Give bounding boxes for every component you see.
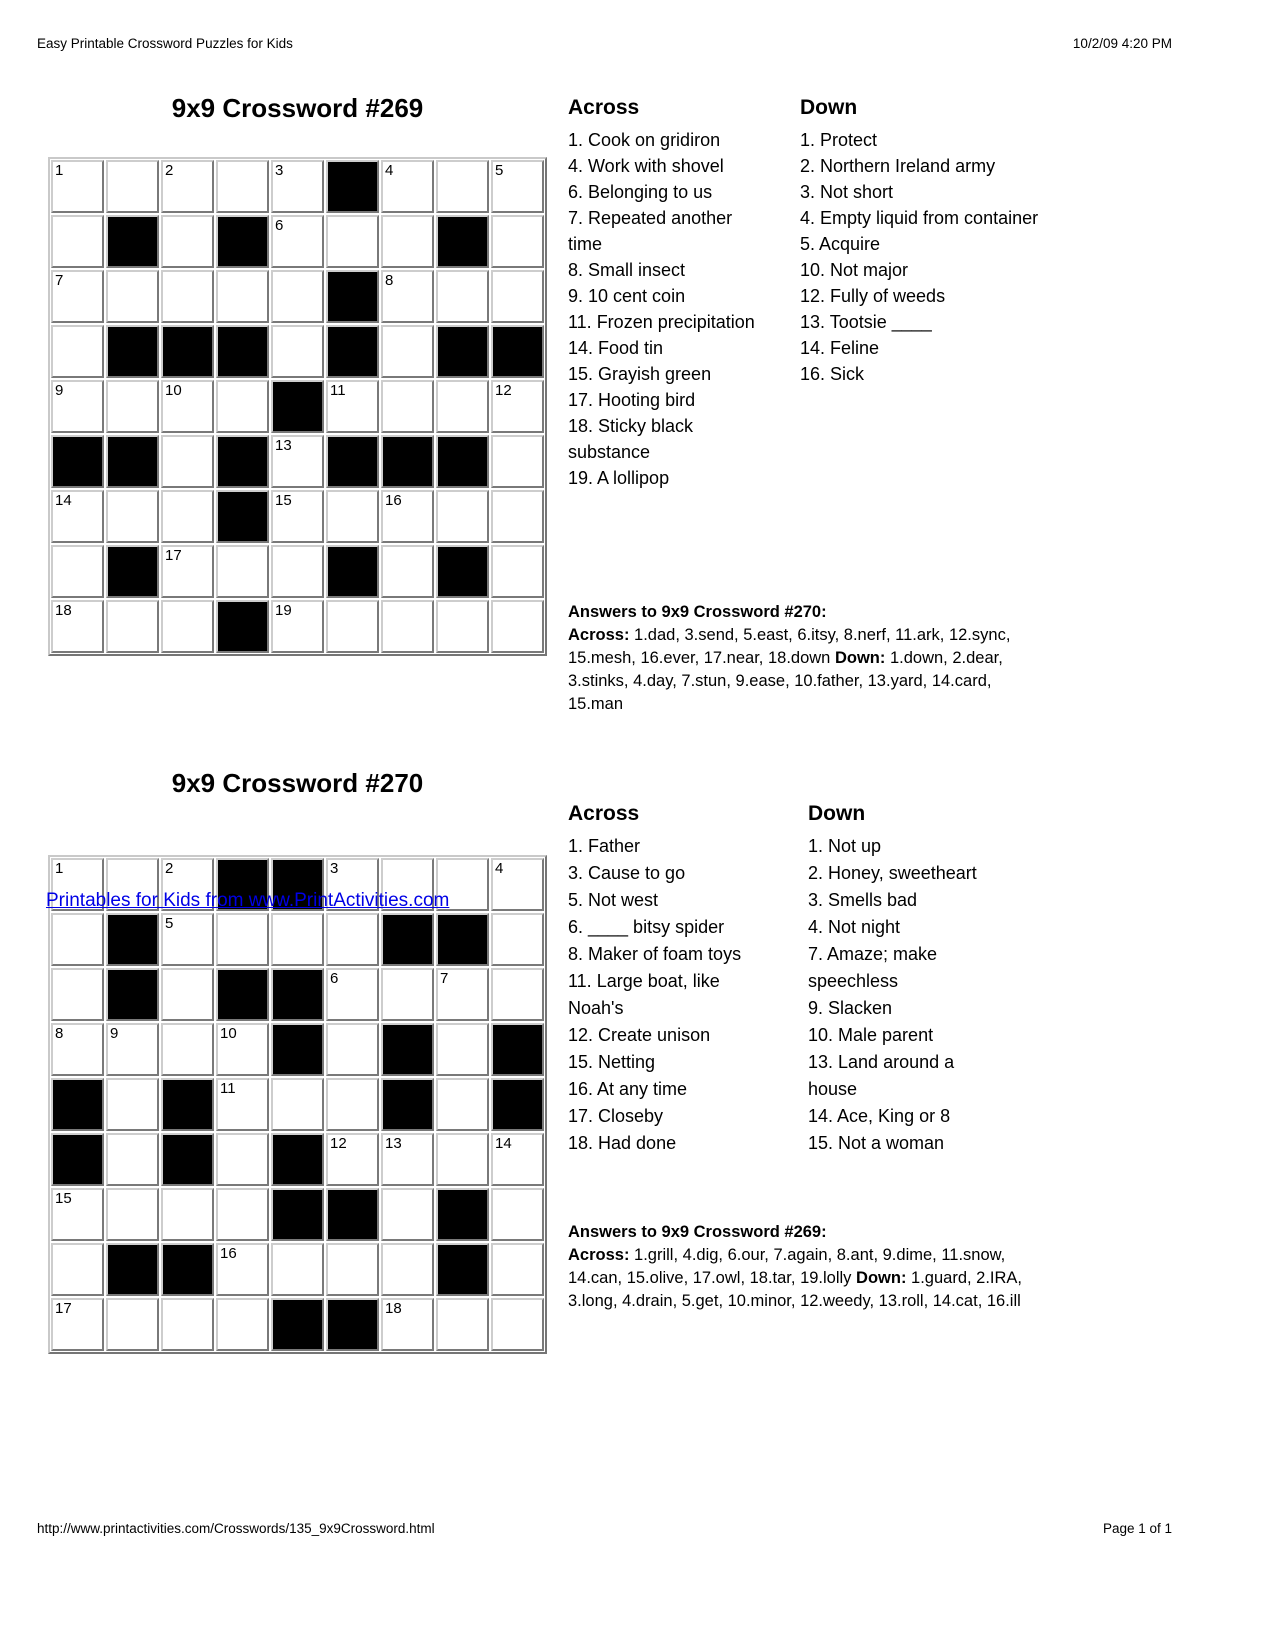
grid-row: [50, 269, 545, 324]
cell-number: 15: [275, 492, 292, 509]
black-cell: [106, 913, 159, 966]
clue-item: 18. Had done: [568, 1133, 677, 1153]
down-clues-270: [808, 802, 1003, 1157]
black-cell: [436, 1243, 489, 1296]
black-cell: [381, 913, 434, 966]
cell-number: 13: [275, 437, 292, 454]
cell-number: 5: [495, 162, 504, 179]
white-cell: [216, 1298, 269, 1351]
answers-across-values: 1.grill, 4.dig, 6.our, 7.again, 8.ant, 9.dime, 11.snow, 14.can, 15.olive, 17.owl, 18.tar, 19.lolly: [568, 1246, 1006, 1287]
white-cell: [381, 1298, 434, 1351]
white-cell: [271, 215, 324, 268]
black-cell: [106, 1243, 159, 1296]
black-cell: [436, 545, 489, 598]
white-cell: [216, 160, 269, 213]
black-cell: [216, 435, 269, 488]
black-cell: [106, 968, 159, 1021]
black-cell: [271, 380, 324, 433]
white-cell: [326, 600, 379, 653]
answers-across-label: Across:: [568, 1246, 630, 1264]
white-cell: [51, 215, 104, 268]
answers-to-269: [568, 1221, 1043, 1313]
cell-number: 2: [165, 162, 174, 179]
white-cell: [106, 160, 159, 213]
clue-item: 5. Not west: [568, 890, 659, 910]
white-cell: [51, 1188, 104, 1241]
answers-across-values: 1.dad, 3.send, 5.east, 6.itsy, 8.nerf, 11.ark, 12.sync, 15.mesh, 16.ever, 17.near, 18.down: [568, 626, 1011, 667]
clue-item: 10. Male parent: [808, 1025, 934, 1045]
black-cell: [161, 1133, 214, 1186]
clue-item: 7. Amaze; make speechless: [808, 944, 938, 991]
white-cell: [51, 270, 104, 323]
white-cell: [381, 490, 434, 543]
answers-text: [568, 624, 1038, 716]
cell-number: 5: [165, 915, 174, 932]
black-cell: [216, 490, 269, 543]
cell-number: 3: [275, 162, 284, 179]
white-cell: [271, 545, 324, 598]
cell-number: 15: [55, 1190, 72, 1207]
white-cell: [491, 490, 544, 543]
cell-number: 11: [330, 382, 346, 399]
white-cell: [381, 1188, 434, 1241]
clue-item: 1. Father: [568, 836, 641, 856]
white-cell: [326, 215, 379, 268]
cell-number: 6: [275, 217, 284, 234]
white-cell: [51, 913, 104, 966]
clue-item: 18. Sticky black substance: [568, 416, 694, 462]
cell-number: 9: [55, 382, 64, 399]
white-cell: [271, 270, 324, 323]
printactivities-link[interactable]: Printables for Kids from www.PrintActivities.com: [46, 890, 450, 911]
cell-number: 7: [440, 970, 449, 987]
white-cell: [51, 160, 104, 213]
white-cell: [216, 1078, 269, 1131]
across-clues-270: [568, 802, 773, 1157]
black-cell: [326, 545, 379, 598]
white-cell: [161, 490, 214, 543]
black-cell: [216, 600, 269, 653]
clue-item: 6. ____ bitsy spider: [568, 917, 725, 937]
answers-down-label: Down:: [834, 649, 886, 667]
black-cell: [326, 1298, 379, 1351]
black-cell: [491, 325, 544, 378]
clue-item: 19. A lollipop: [568, 468, 670, 488]
clue-item: 13. Land around a house: [808, 1052, 955, 1099]
white-cell: [491, 215, 544, 268]
answers-heading: Answers to 9x9 Crossword #270:: [568, 603, 827, 621]
white-cell: [51, 490, 104, 543]
answers-text: [568, 1244, 1043, 1313]
black-cell: [106, 435, 159, 488]
cell-number: 12: [330, 1135, 347, 1152]
cell-number: 16: [220, 1245, 237, 1262]
clue-item: 13. Tootsie ____: [800, 312, 932, 332]
header-document-title: Easy Printable Crossword Puzzles for Kids: [37, 36, 293, 51]
black-cell: [51, 435, 104, 488]
clue-item: 4. Not night: [808, 917, 901, 937]
white-cell: [491, 1243, 544, 1296]
white-cell: [161, 1188, 214, 1241]
crossword-grid-270: [48, 855, 547, 1354]
white-cell: [436, 1023, 489, 1076]
cell-number: 19: [275, 602, 292, 619]
white-cell: [161, 600, 214, 653]
white-cell: [381, 968, 434, 1021]
clue-item: 6. Belonging to us: [568, 182, 713, 202]
grid-row: [50, 434, 545, 489]
white-cell: [491, 270, 544, 323]
black-cell: [271, 1188, 324, 1241]
grid-row: [50, 599, 545, 654]
white-cell: [216, 1243, 269, 1296]
white-cell: [161, 913, 214, 966]
cell-number: 18: [385, 1300, 402, 1317]
white-cell: [381, 600, 434, 653]
black-cell: [51, 1078, 104, 1131]
clue-item: 9. Slacken: [808, 998, 893, 1018]
white-cell: [381, 215, 434, 268]
cell-number: 8: [55, 1025, 64, 1042]
grid-row: [50, 967, 545, 1022]
white-cell: [51, 968, 104, 1021]
clue-item: 4. Empty liquid from container: [800, 208, 1039, 228]
across-clues-269: [568, 96, 768, 491]
cell-number: 17: [55, 1300, 72, 1317]
puzzle-270-title: 9x9 Crossword #270: [171, 768, 424, 798]
white-cell: [106, 600, 159, 653]
white-cell: [106, 490, 159, 543]
black-cell: [436, 215, 489, 268]
across-heading: Across: [568, 802, 640, 825]
white-cell: [161, 270, 214, 323]
cell-number: 14: [55, 492, 72, 509]
grid-row: [50, 1132, 545, 1187]
answers-down-values: 1.down, 2.dear, 3.stinks, 4.day, 7.stun, 9.ease, 10.father, 13.yard, 14.card, 15.man: [568, 649, 1003, 713]
grid-row: [50, 214, 545, 269]
black-cell: [381, 1023, 434, 1076]
clue-item: 10. Not major: [800, 260, 909, 280]
black-cell: [436, 1188, 489, 1241]
white-cell: [106, 380, 159, 433]
clue-item: 14. Food tin: [568, 338, 664, 358]
white-cell: [491, 1133, 544, 1186]
white-cell: [216, 545, 269, 598]
across-clue-list: [568, 127, 768, 491]
grid-row: [50, 489, 545, 544]
white-cell: [436, 490, 489, 543]
clue-item: 1. Cook on gridiron: [568, 130, 721, 150]
white-cell: [271, 600, 324, 653]
white-cell: [216, 1133, 269, 1186]
cell-number: 16: [385, 492, 402, 509]
white-cell: [436, 270, 489, 323]
white-cell: [51, 545, 104, 598]
white-cell: [491, 600, 544, 653]
clue-item: 3. Not short: [800, 182, 894, 202]
white-cell: [491, 1188, 544, 1241]
cell-number: 2: [165, 860, 174, 877]
cell-number: 4: [495, 860, 504, 877]
cell-number: 13: [385, 1135, 402, 1152]
black-cell: [161, 1078, 214, 1131]
white-cell: [161, 215, 214, 268]
white-cell: [161, 160, 214, 213]
clue-item: 8. Maker of foam toys: [568, 944, 742, 964]
clue-item: 8. Small insect: [568, 260, 686, 280]
grid-row: [50, 1022, 545, 1077]
white-cell: [491, 858, 544, 911]
white-cell: [106, 1078, 159, 1131]
white-cell: [436, 968, 489, 1021]
white-cell: [106, 270, 159, 323]
white-cell: [491, 160, 544, 213]
answers-down-values: 1.guard, 2.IRA, 3.long, 4.drain, 5.get, 10.minor, 12.weedy, 13.roll, 14.cat, 16.ill: [568, 1269, 1023, 1310]
cell-number: 18: [55, 602, 72, 619]
white-cell: [271, 490, 324, 543]
black-cell: [491, 1023, 544, 1076]
white-cell: [436, 380, 489, 433]
black-cell: [326, 1188, 379, 1241]
cell-number: 10: [165, 382, 182, 399]
white-cell: [161, 1298, 214, 1351]
answers-across-label: Across:: [568, 626, 630, 644]
black-cell: [271, 1133, 324, 1186]
white-cell: [271, 325, 324, 378]
white-cell: [106, 1298, 159, 1351]
black-cell: [216, 215, 269, 268]
white-cell: [491, 913, 544, 966]
white-cell: [161, 435, 214, 488]
grid-row: [50, 379, 545, 434]
white-cell: [326, 968, 379, 1021]
cell-number: 7: [55, 272, 64, 289]
white-cell: [381, 380, 434, 433]
black-cell: [271, 1023, 324, 1076]
down-clue-list: [808, 833, 1003, 1157]
clue-item: 2. Honey, sweetheart: [808, 863, 977, 883]
clue-item: 3. Cause to go: [568, 863, 686, 883]
black-cell: [326, 160, 379, 213]
black-cell: [271, 1298, 324, 1351]
white-cell: [491, 1298, 544, 1351]
grid-row: [50, 1297, 545, 1352]
clue-item: 1. Protect: [800, 130, 878, 150]
white-cell: [491, 545, 544, 598]
white-cell: [51, 1243, 104, 1296]
white-cell: [106, 1133, 159, 1186]
white-cell: [491, 435, 544, 488]
cell-number: 11: [220, 1080, 236, 1097]
answers-down-label: Down:: [856, 1269, 907, 1287]
white-cell: [381, 270, 434, 323]
black-cell: [216, 968, 269, 1021]
grid-row: [50, 1187, 545, 1242]
white-cell: [51, 380, 104, 433]
white-cell: [326, 380, 379, 433]
white-cell: [106, 1023, 159, 1076]
clue-item: 14. Ace, King or 8: [808, 1106, 951, 1126]
clue-item: 14. Feline: [800, 338, 880, 358]
down-clues-269: [800, 96, 1050, 387]
header-datetime: 10/2/09 4:20 PM: [1072, 36, 1172, 51]
clue-item: 11. Frozen precipitation: [568, 312, 755, 332]
white-cell: [161, 1023, 214, 1076]
black-cell: [326, 270, 379, 323]
white-cell: [326, 1243, 379, 1296]
black-cell: [51, 1133, 104, 1186]
white-cell: [161, 380, 214, 433]
clue-item: 15. Grayish green: [568, 364, 712, 384]
black-cell: [106, 215, 159, 268]
cell-number: 12: [495, 382, 512, 399]
cell-number: 1: [55, 860, 64, 877]
print-footer: [37, 1521, 1172, 1536]
white-cell: [436, 1133, 489, 1186]
clue-item: 12. Create unison: [568, 1025, 711, 1045]
clue-item: 11. Large boat, like Noah's: [568, 971, 720, 1018]
white-cell: [161, 545, 214, 598]
clue-item: 5. Acquire: [800, 234, 881, 254]
white-cell: [161, 968, 214, 1021]
white-cell: [326, 490, 379, 543]
white-cell: [271, 435, 324, 488]
across-heading: Across: [568, 96, 640, 119]
clue-item: 16. Sick: [800, 364, 865, 384]
cell-number: 6: [330, 970, 339, 987]
cell-number: 8: [385, 272, 394, 289]
cell-number: 4: [385, 162, 394, 179]
cell-number: 17: [165, 547, 182, 564]
cell-number: 14: [495, 1135, 512, 1152]
black-cell: [161, 325, 214, 378]
white-cell: [491, 380, 544, 433]
white-cell: [106, 1188, 159, 1241]
clue-item: 17. Hooting bird: [568, 390, 696, 410]
white-cell: [216, 380, 269, 433]
clue-item: 2. Northern Ireland army: [800, 156, 996, 176]
black-cell: [381, 435, 434, 488]
white-cell: [216, 1188, 269, 1241]
black-cell: [381, 1078, 434, 1131]
answers-to-270: [568, 601, 1038, 716]
clue-item: 7. Repeated another time: [568, 208, 733, 254]
white-cell: [381, 325, 434, 378]
clue-item: 15. Netting: [568, 1052, 656, 1072]
white-cell: [216, 270, 269, 323]
black-cell: [436, 435, 489, 488]
white-cell: [271, 160, 324, 213]
white-cell: [326, 1133, 379, 1186]
black-cell: [326, 435, 379, 488]
white-cell: [271, 913, 324, 966]
white-cell: [436, 600, 489, 653]
print-header: [37, 36, 1172, 51]
white-cell: [271, 1078, 324, 1131]
white-cell: [381, 1243, 434, 1296]
white-cell: [216, 1023, 269, 1076]
cell-number: 3: [330, 860, 339, 877]
clue-item: 16. At any time: [568, 1079, 688, 1099]
cell-number: 9: [110, 1025, 119, 1042]
white-cell: [271, 1243, 324, 1296]
black-cell: [436, 913, 489, 966]
clue-item: 12. Fully of weeds: [800, 286, 946, 306]
black-cell: [106, 545, 159, 598]
footer-url: http://www.printactivities.com/Crosswords/135_9x9Crossword.html: [37, 1521, 435, 1536]
white-cell: [381, 160, 434, 213]
white-cell: [51, 1298, 104, 1351]
black-cell: [106, 325, 159, 378]
black-cell: [491, 1078, 544, 1131]
white-cell: [326, 1078, 379, 1131]
white-cell: [381, 545, 434, 598]
puzzle-269-title: 9x9 Crossword #269: [171, 93, 424, 123]
down-heading: Down: [800, 96, 858, 119]
white-cell: [326, 1023, 379, 1076]
clue-item: 15. Not a woman: [808, 1133, 945, 1153]
answers-heading: Answers to 9x9 Crossword #269:: [568, 1223, 827, 1241]
across-clue-list: [568, 833, 773, 1157]
clue-item: 17. Closeby: [568, 1106, 664, 1126]
grid-row: [50, 1242, 545, 1297]
clue-item: 9. 10 cent coin: [568, 286, 686, 306]
black-cell: [436, 325, 489, 378]
white-cell: [216, 913, 269, 966]
clue-item: 1. Not up: [808, 836, 882, 856]
clue-item: 3. Smells bad: [808, 890, 918, 910]
grid-row: [50, 544, 545, 599]
black-cell: [271, 968, 324, 1021]
down-clue-list: [800, 127, 1050, 387]
grid-row: [50, 324, 545, 379]
clue-item: 4. Work with shovel: [568, 156, 724, 176]
footer-page-number: Page 1 of 1: [1102, 1521, 1172, 1536]
white-cell: [381, 1133, 434, 1186]
black-cell: [326, 325, 379, 378]
white-cell: [436, 1298, 489, 1351]
black-cell: [216, 325, 269, 378]
grid-row: [50, 1077, 545, 1132]
black-cell: [161, 1243, 214, 1296]
white-cell: [51, 600, 104, 653]
grid-row: [50, 159, 545, 214]
crossword-grid-269: [48, 157, 547, 656]
white-cell: [51, 1023, 104, 1076]
white-cell: [491, 968, 544, 1021]
cell-number: 10: [220, 1025, 237, 1042]
white-cell: [436, 160, 489, 213]
grid-row: [50, 912, 545, 967]
white-cell: [326, 913, 379, 966]
white-cell: [436, 1078, 489, 1131]
down-heading: Down: [808, 802, 866, 825]
white-cell: [51, 325, 104, 378]
cell-number: 1: [55, 162, 64, 179]
